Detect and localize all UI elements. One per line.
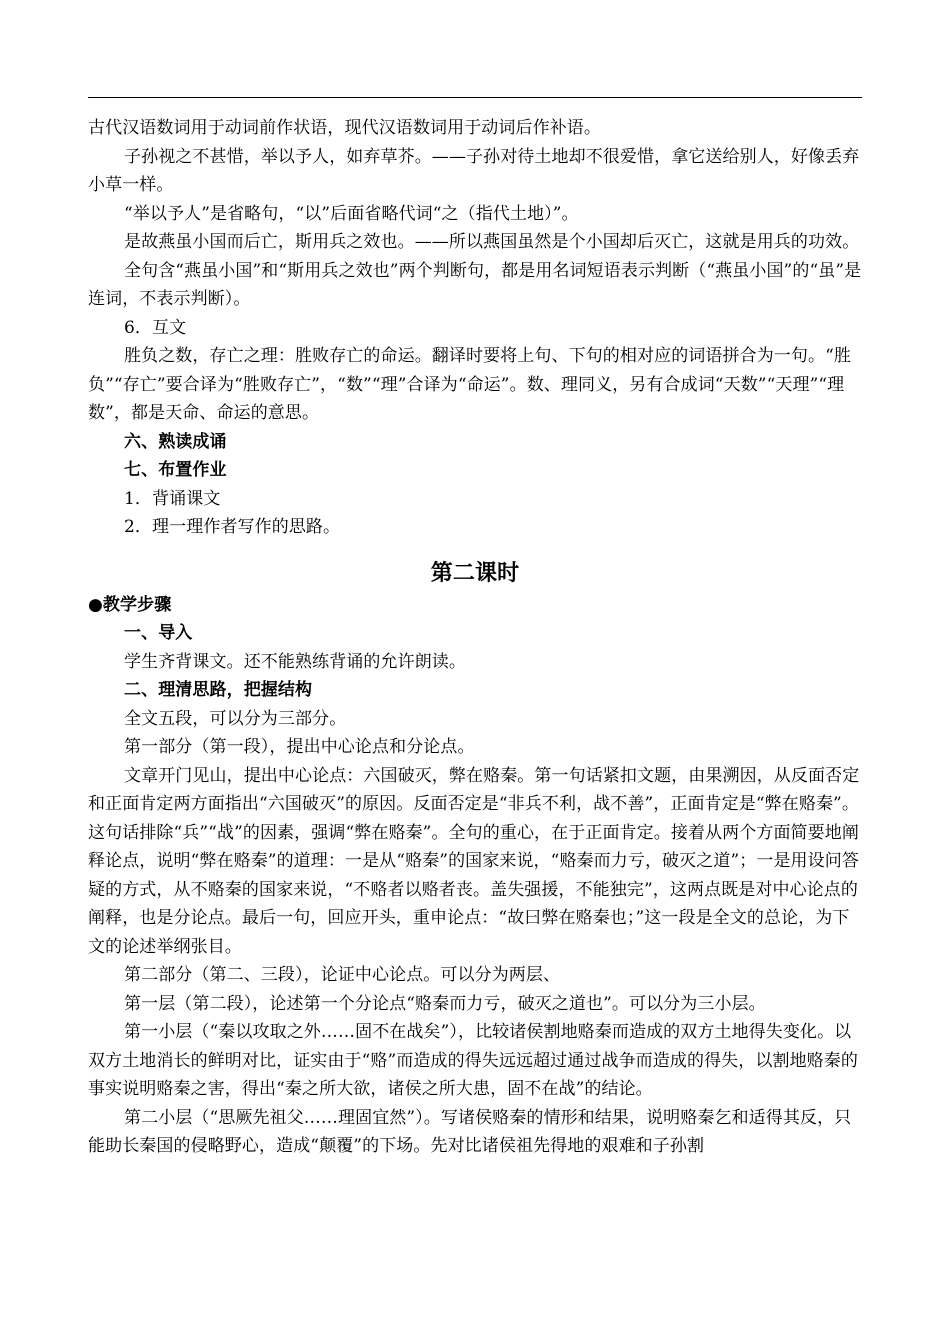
paragraph: 学生齐背课文。还不能熟练背诵的允许朗读。: [124, 651, 466, 672]
paragraph: 文章开门见山，提出中心论点：六国破灭，弊在赂秦。第一句话紧扣文题，由果溯因，从反面否定和正面肯定两方面指出“六国破灭”的原因。反面否定是“非兵不利，战不善”，正面肯定是“弊在赂秦”。这句话排除“兵”“战”的因素，强调“弊在赂秦”。全句的重心，在于正面肯定。接着从两个方面简要地阐释论点，说明“弊在赂秦”的道理：一是从“赂秦”的国家来说，“赂秦而力亏，破灭之道”；一是用设问答疑的方式，从不赂秦的国家来说，“不赂者以赂者丧。盖失强援，不能独完”，这两点既是对中心论点的阐释，也是分论点。最后一句，回应开头，重申论点：“故曰弊在赂秦也；”这一段是全文的总论，为下文的论述举纲张目。: [88, 765, 860, 957]
lesson-title: 第二课时: [430, 560, 520, 586]
section-heading: 二、理清思路，把握结构: [124, 680, 313, 700]
paragraph: 子孙视之不甚惜，举以予人，如弃草芥。——子孙对待土地却不很爱惜，拿它送给别人，好像丢弃小草一样。: [88, 146, 860, 195]
paragraph: 全文五段，可以分为三部分。: [124, 708, 347, 729]
paragraph: 第一小层（“秦以攻取之外……固不在战矣”），比较诸侯割地赂秦而造成的双方土地得失变化。以双方土地消长的鲜明对比，证实由于“赂”而造成的得失远远超过通过战争而造成的得失，以割地赂秦的事实说明赂秦之害，得出“秦之所大欲，诸侯之所大患，固不在战”的结论。: [88, 1022, 858, 1099]
list-item: 1．背诵课文: [124, 488, 221, 509]
paragraph: “举以予人”是省略句，“以”后面省略代词“之（指代土地）”。: [124, 203, 579, 224]
paragraph: 是故燕虽小国而后亡，斯用兵之效也。——所以燕国虽然是个小国却后灭亡，这就是用兵的功效。: [124, 232, 860, 252]
list-heading: 6．互文: [124, 317, 187, 338]
steps-heading: ●教学步骤: [88, 594, 172, 615]
document-body: [88, 114, 862, 1161]
paragraph: 第二部分（第二、三段），论证中心论点。可以分为两层、: [124, 965, 561, 985]
paragraph: 第二小层（“思厥先祖父……理固宜然”）。写诸侯赂秦的情形和结果，说明赂秦乞和适得其反，只能助长秦国的侵略野心，造成“颠覆”的下场。先对比诸侯祖先得地的艰难和子孙割: [88, 1107, 852, 1156]
paragraph: 古代汉语数词用于动词前作状语，现代汉语数词用于动词后作补语。: [88, 118, 601, 138]
section-heading: 六、熟读成诵: [124, 431, 227, 452]
list-item: 2．理一理作者写作的思路。: [124, 517, 341, 537]
paragraph: 胜负之数，存亡之理：胜败存亡的命运。翻译时要将上句、下句的相对应的词语拼合为一句。“胜负”“存亡”要合译为“胜败存亡”，“数”“理”合译为“命运”。数、理同义，另有合成词“天数”“天理”“理数”，都是天命、命运的意思。: [88, 346, 851, 423]
section-heading: 七、布置作业: [124, 460, 227, 480]
paragraph: 第一层（第二段），论述第一个分论点“赂秦而力亏，破灭之道也”。可以分为三小层。: [124, 993, 766, 1014]
paragraph: 全句含“燕虽小国”和“斯用兵之效也”两个判断句，都是用名词短语表示判断（“燕虽小国”的“虽”是连词，不表示判断）。: [88, 260, 862, 309]
header-rule: [88, 97, 862, 98]
section-heading: 一、导入: [124, 623, 193, 643]
paragraph: 第一部分（第一段），提出中心论点和分论点。: [124, 737, 475, 757]
